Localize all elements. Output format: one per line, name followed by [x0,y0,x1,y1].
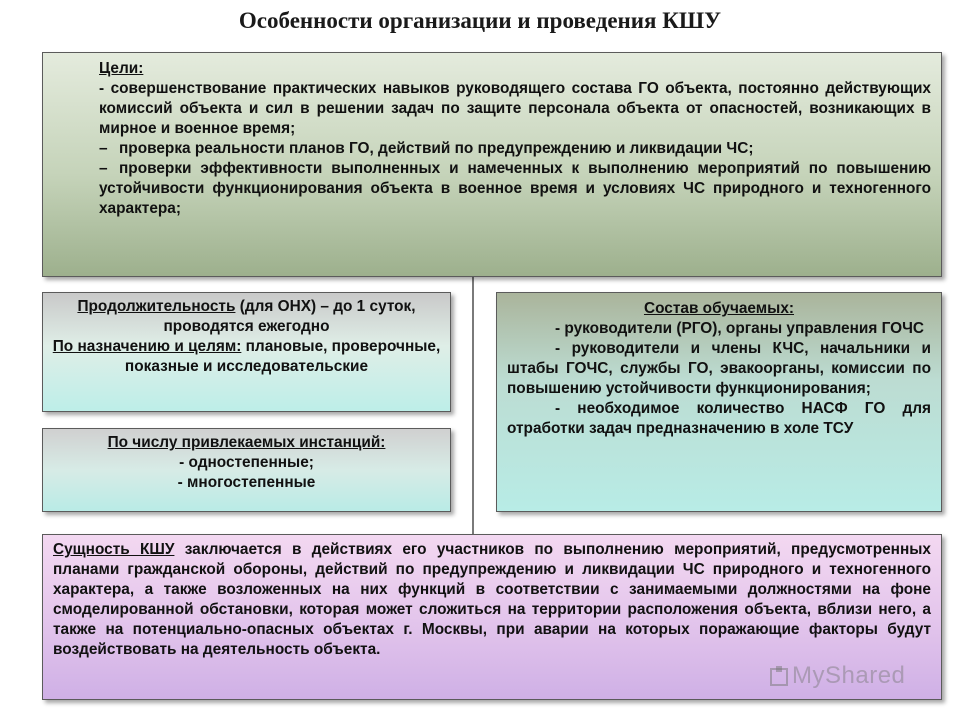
goals-item-3 [99,159,931,219]
watermark-icon [770,666,788,686]
instances-heading: По числу привлекаемых инстанций: [107,434,386,451]
goals-heading: Цели: [99,60,144,77]
watermark [770,662,905,690]
composition-item-1: - руководители (РГО), органы управления ГОЧС [555,320,925,337]
purpose-label: По назначению и целям: [52,338,242,355]
composition-item-3: - необходимое количество НАСФ ГО для отработки задач предназначению в холе ТСУ [507,400,931,437]
composition-item-2: - руководители и члены КЧС, начальники и штабы ГОЧС, службы ГО, эвакоорганы, комиссии по повышению устойчивости функционирования; [507,340,931,397]
goals-box [42,52,942,277]
instances-item-1: - одностепенные; [179,454,314,471]
goals-item-2-text: проверка реальности планов ГО, действий по предупреждению и ликвидации ЧС; [119,140,754,157]
essence-text: заключается в действиях его участников по выполнению мероприятий, предусмотренных планами гражданской обороны, действий по предупреждению и ликвидации ЧС природного и техногенного характера, а также возложенных на них функций в соответствии с занимаемыми должностями на фоне смоделированной обстановки, которая может сложиться на территории расположения объекта, вблизи него, а также на потенциально-опасных объектах г. Москвы, при аварии на которых поражающие факторы будут воздействовать на деятельность объекта. [53,541,931,658]
goals-item-3-text: проверки эффективности выполненных и намеченных к выполнению мероприятий по повышению устойчивости функционирования объекта в военное время и условиях ЧС природного и техногенного характера; [99,160,931,217]
purpose-text: плановые, проверочные, показные и исследовательские [124,338,441,375]
essence-label: Сущность КШУ [53,541,175,558]
composition-box [496,292,942,512]
instances-box [42,428,451,512]
watermark-text: MyShared [792,662,906,689]
goals-item-2 [99,139,931,159]
goals-item-1: - совершенствование практических навыков руководящего состава ГО объекта, постоянно действующих комиссий объекта и сил в решении задач по защите персонала объекта от опасностей, возникающих в мирное и военное время; [99,80,931,137]
instances-item-2: - многостепенные [177,474,316,491]
goals-item-3-dash: – [99,160,108,177]
duration-box [42,292,451,412]
connector-line [472,276,474,534]
page-title: Особенности организации и проведения КШУ [238,8,722,33]
duration-text: (для ОНХ) – до 1 суток, проводятся ежегодно [163,298,416,335]
duration-label: Продолжительность [77,298,236,315]
composition-heading: Состав обучаемых: [643,300,795,317]
goals-item-2-dash: – [99,140,108,157]
